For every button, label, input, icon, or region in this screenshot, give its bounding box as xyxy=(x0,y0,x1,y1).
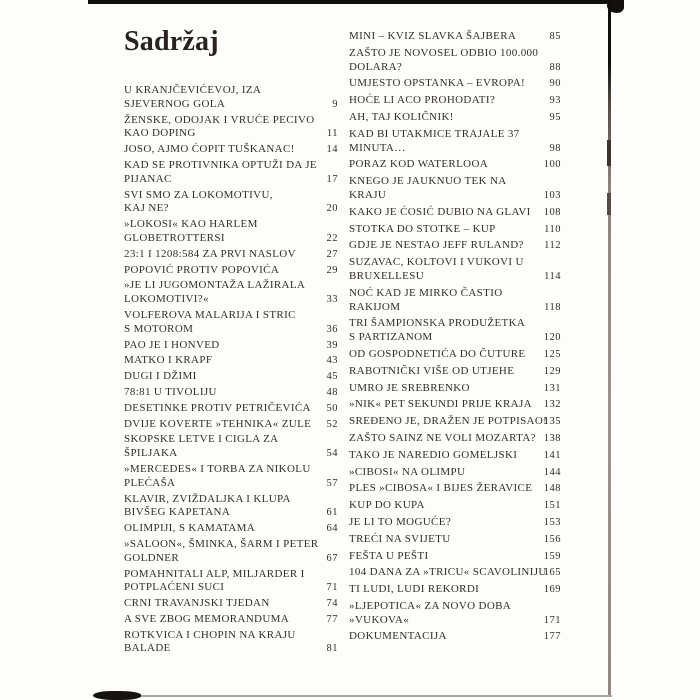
toc-entry-line: SREĐENO JE, DRAŽEN JE POTPISAO! xyxy=(349,415,548,428)
toc-entry-title xyxy=(124,568,321,596)
toc-entry-line: LOKOMOTIVI?« xyxy=(124,293,209,306)
toc-entry-title xyxy=(124,433,321,461)
toc-entry-line: BALADE xyxy=(124,642,171,655)
toc-entry-line: RABOTNIČKI VIŠE OD UTJEHE xyxy=(349,364,515,377)
toc-entry-title xyxy=(349,516,538,530)
toc-entry xyxy=(124,84,338,112)
toc-entry-page: 114 xyxy=(544,270,561,282)
toc-entry-page: 36 xyxy=(326,323,338,335)
toc-entry-line: HOĆE LI ACO PROHODATI? xyxy=(349,94,496,107)
toc-entry-page: 108 xyxy=(543,206,561,218)
toc-entry xyxy=(349,30,561,44)
toc-entry-line: DOKUMENTACIJA xyxy=(349,630,447,643)
toc-entry-title xyxy=(124,493,321,521)
toc-entry xyxy=(124,143,338,157)
toc-entry-page: 93 xyxy=(549,95,561,107)
scan-border-bottom xyxy=(96,695,612,697)
toc-entry xyxy=(349,398,561,412)
toc-entry xyxy=(349,128,561,156)
toc-entry-line: GLOBETROTTERSI xyxy=(124,231,225,244)
toc-entry-line: SJEVERNOG GOLA xyxy=(124,97,226,110)
toc-entry-line: BIVŠEG KAPETANA xyxy=(124,506,231,519)
toc-entry xyxy=(349,432,561,446)
toc-entry-page: 45 xyxy=(326,371,338,383)
toc-entry-line: KRAJU xyxy=(349,188,387,201)
toc-entry xyxy=(349,111,561,125)
toc-entry-page: 33 xyxy=(326,294,338,306)
toc-entry-line: UMRO JE SREBRENKO xyxy=(349,381,470,394)
toc-entry-title xyxy=(124,463,321,491)
toc-entry-line: DESETINKE PROTIV PETRIČEVIĆA xyxy=(124,401,311,414)
toc-entry-title xyxy=(124,159,321,187)
toc-entry-page: 71 xyxy=(326,582,338,594)
toc-entry-line: NOĆ KAD JE MIRKO ČASTIO xyxy=(349,286,503,299)
toc-entry-page: 48 xyxy=(326,386,338,398)
toc-entry-title xyxy=(124,354,321,368)
toc-entry-line: »JE LI JUGOMONTAŽA LAŽIRALA xyxy=(124,279,306,292)
toc-entry-title xyxy=(124,370,321,384)
toc-entry xyxy=(124,386,338,400)
toc-entry-title xyxy=(124,248,321,262)
toc-entry xyxy=(124,279,338,307)
toc-entry-title xyxy=(124,629,321,657)
toc-entry xyxy=(349,382,561,396)
toc-entry xyxy=(349,223,561,237)
toc-entry-title xyxy=(349,415,548,429)
toc-entry-title xyxy=(124,114,321,142)
toc-entry xyxy=(124,418,338,432)
toc-entry-title xyxy=(124,339,321,353)
toc-entry-page: 98 xyxy=(549,142,561,154)
toc-entry xyxy=(124,114,338,142)
toc-entry xyxy=(124,613,338,627)
toc-entry-title xyxy=(124,143,321,157)
toc-entry-line: ZAŠTO SAINZ NE VOLI MOZARTA? xyxy=(349,431,536,444)
toc-entry-title xyxy=(349,466,538,480)
toc-entry-line: KAKO JE ĆOSIĆ DUBIO NA GLAVI xyxy=(349,205,531,218)
scan-border-right xyxy=(608,0,611,696)
toc-entry-page: 177 xyxy=(543,631,561,643)
toc-entry-title xyxy=(349,256,538,284)
toc-entry-title xyxy=(124,84,326,112)
toc-entry xyxy=(349,348,561,362)
toc-entry-page: 169 xyxy=(543,584,561,596)
toc-entry-page: 67 xyxy=(326,552,338,564)
toc-entry-line: DUGI I DŽIMI xyxy=(124,370,197,383)
toc-entry xyxy=(349,449,561,463)
toc-entry-line: PORAZ KOD WATERLOOA xyxy=(349,158,489,171)
toc-entry xyxy=(349,550,561,564)
toc-entry-line: PIJANAC xyxy=(124,172,172,185)
toc-entry-line: A SVE ZBOG MEMORANDUMA xyxy=(124,612,290,625)
scan-smudge-right-lower xyxy=(607,193,611,215)
toc-entry xyxy=(349,317,561,345)
toc-entry-line: »LOKOSI« KAO HARLEM xyxy=(124,218,258,231)
toc-entry-page: 85 xyxy=(549,31,561,42)
toc-entry-page: 141 xyxy=(543,449,561,461)
toc-entry-line: PAO JE I HONVED xyxy=(124,338,220,351)
toc-entry-line: KNEGO JE JAUKNUO TEK NA xyxy=(349,175,507,188)
toc-entry-line: 23:1 I 1208:584 ZA PRVI NASLOV xyxy=(124,247,296,260)
toc-entry-line: FEŠTA U PEŠTI xyxy=(349,549,429,562)
toc-entry-title xyxy=(349,449,538,463)
toc-entry xyxy=(349,239,561,253)
toc-entry-title xyxy=(124,264,321,278)
toc-entry-title xyxy=(349,583,538,597)
toc-entry xyxy=(349,466,561,480)
toc-entry-title xyxy=(124,613,321,627)
toc-entry-title xyxy=(349,158,538,172)
toc-entry-page: 9 xyxy=(332,98,338,110)
toc-entry xyxy=(349,94,561,108)
toc-entry-line: POMAHNITALI ALP, MILJARDER I xyxy=(124,567,305,580)
toc-entry-line: U KRANJČEVIĆEVOJ, IZA xyxy=(124,84,262,96)
toc-entry-line: ŽENSKE, ODOJAK I VRUĆE PECIVO xyxy=(124,113,315,126)
toc-entry-line: UMJESTO OPSTANKA – EVROPA! xyxy=(349,77,526,90)
toc-entry-page: 144 xyxy=(543,466,561,478)
toc-entry-title xyxy=(349,317,538,345)
toc-entry-page: 14 xyxy=(326,144,338,156)
toc-entry-title xyxy=(349,30,544,44)
toc-entry-page: 17 xyxy=(326,173,338,185)
toc-entry-line: TRI ŠAMPIONSKA PRODUŽETKA xyxy=(349,317,526,330)
toc-entry-page: 74 xyxy=(326,598,338,610)
toc-entry xyxy=(124,264,338,278)
toc-entry xyxy=(349,287,561,315)
toc-entry xyxy=(349,630,561,644)
toc-entry-line: »LJEPOTICA« ZA NOVO DOBA xyxy=(349,599,512,612)
toc-entry-line: CRNI TRAVANJSKI TJEDAN xyxy=(124,597,270,610)
toc-entry-title xyxy=(124,538,321,566)
toc-entry xyxy=(124,354,338,368)
toc-entry-page: 103 xyxy=(543,189,561,201)
toc-entry xyxy=(124,463,338,491)
toc-entry-title xyxy=(349,206,538,220)
toc-entry-page: 129 xyxy=(543,365,561,377)
toc-entry-line: SUZAVAC, KOLTOVI I VUKOVI U xyxy=(349,256,524,269)
toc-entry-title xyxy=(124,218,321,246)
toc-entry-title xyxy=(349,287,538,315)
toc-entry-page: 171 xyxy=(543,614,561,626)
toc-entry-line: ROTKVICA I CHOPIN NA KRAJU xyxy=(124,628,296,641)
toc-entry-title xyxy=(124,386,321,400)
toc-entry xyxy=(349,499,561,513)
toc-entry-title xyxy=(349,482,538,496)
toc-entry-page: 27 xyxy=(326,248,338,260)
scan-border-top xyxy=(88,0,620,4)
toc-entry-line: »SALOON«, ŠMINKA, ŠARM I PETER xyxy=(124,537,319,550)
toc-entry-line: SKOPSKE LETVE I CIGLA ZA xyxy=(124,433,279,446)
toc-entry-title xyxy=(349,382,538,396)
toc-entry xyxy=(349,482,561,496)
toc-entry-line: KAD SE PROTIVNIKA OPTUŽI DA JE xyxy=(124,158,317,171)
toc-entry xyxy=(124,522,338,536)
toc-entry-line: TI LUDI, LUDI REKORDI xyxy=(349,583,480,596)
toc-entry-title xyxy=(124,522,321,536)
toc-entry-page: 151 xyxy=(543,500,561,512)
toc-entry xyxy=(349,583,561,597)
page-title: Sadržaj xyxy=(124,26,219,57)
toc-entry xyxy=(124,248,338,262)
toc-entry-line: MATKO I KRAPF xyxy=(124,354,213,367)
toc-entry-page: 22 xyxy=(326,232,338,244)
toc-entry-page: 61 xyxy=(326,507,338,519)
toc-entry xyxy=(349,256,561,284)
toc-entry xyxy=(349,175,561,203)
toc-entry-line: ŠPILJAKA xyxy=(124,447,178,460)
toc-entry-page: 90 xyxy=(549,78,561,90)
toc-entry-line: BRUXELLESU xyxy=(349,269,424,282)
toc-entry-title xyxy=(349,566,547,580)
toc-entry-title xyxy=(349,432,538,446)
toc-entry-line: AH, TAJ KOLIČNIK! xyxy=(349,110,454,123)
toc-entry xyxy=(124,402,338,416)
toc-entry-title xyxy=(124,189,321,217)
toc-entry xyxy=(349,158,561,172)
toc-entry-title xyxy=(349,94,544,108)
toc-entry-line: JE LI TO MOGUĆE? xyxy=(349,515,452,528)
toc-entry xyxy=(124,538,338,566)
toc-entry-line: MINI – KVIZ SLAVKA ŠAJBERA xyxy=(349,30,517,42)
toc-entry xyxy=(349,533,561,547)
toc-entry-line: GDJE JE NESTAO JEFF RULAND? xyxy=(349,239,524,252)
toc-entry-page: 88 xyxy=(549,61,561,73)
toc-entry-page: 54 xyxy=(326,448,338,460)
toc-entry-page: 52 xyxy=(326,418,338,430)
toc-entry-page: 132 xyxy=(543,399,561,411)
toc-entry-page: 165 xyxy=(543,567,561,579)
toc-entry-title xyxy=(349,111,544,125)
toc-entry xyxy=(349,365,561,379)
toc-entry-title xyxy=(349,348,538,362)
toc-entry-page: 43 xyxy=(326,355,338,367)
toc-entry-line: 104 DANA ZA »TRICU« SCAVOLINIJU xyxy=(349,566,547,579)
toc-entry-page: 20 xyxy=(326,203,338,215)
toc-entry-page: 118 xyxy=(544,301,561,313)
toc-entry-title xyxy=(349,600,538,628)
toc-entry xyxy=(349,600,561,628)
toc-entry-title xyxy=(349,223,538,237)
toc-entry-line: KUP DO KUPA xyxy=(349,499,425,512)
toc-entry-line: GOLDNER xyxy=(124,551,180,564)
toc-entry-line: DOLARA? xyxy=(349,60,403,73)
toc-entry-page: 57 xyxy=(326,477,338,489)
toc-entry xyxy=(124,189,338,217)
toc-entry xyxy=(349,566,561,580)
toc-entry-line: MINUTA… xyxy=(349,141,406,154)
toc-column-right xyxy=(349,30,561,647)
toc-entry-page: 81 xyxy=(326,643,338,655)
toc-entry-line: JOSO, AJMO ĆOPIT TUŠKANAC! xyxy=(124,143,295,156)
toc-entry-page: 39 xyxy=(326,339,338,351)
toc-entry-page: 135 xyxy=(543,416,561,428)
toc-entry xyxy=(349,206,561,220)
toc-entry-line: KAO DOPING xyxy=(124,127,196,140)
toc-entry-line: S PARTIZANOM xyxy=(349,331,433,344)
scan-smudge-right-upper xyxy=(607,140,611,166)
toc-entry-page: 120 xyxy=(543,332,561,344)
toc-entry-title xyxy=(349,239,538,253)
toc-entry-page: 125 xyxy=(543,348,561,360)
toc-entry-line: POPOVIĆ PROTIV POPOVIĆA xyxy=(124,263,280,276)
toc-entry-title xyxy=(349,365,538,379)
toc-entry xyxy=(124,339,338,353)
toc-entry-line: RAKIJOM xyxy=(349,300,401,313)
toc-entry-title xyxy=(124,309,321,337)
toc-entry-line: OD GOSPODNETIĆA DO ČUTURE xyxy=(349,347,526,360)
toc-entry-page: 110 xyxy=(544,223,561,235)
toc-entry-title xyxy=(349,175,538,203)
toc-entry-title xyxy=(349,630,538,644)
toc-entry-line: 78:81 U TIVOLIJU xyxy=(124,385,217,398)
toc-entry-page: 64 xyxy=(326,523,338,535)
toc-entry xyxy=(124,568,338,596)
toc-entry-title xyxy=(349,128,544,156)
toc-entry-page: 11 xyxy=(326,128,338,140)
toc-entry-line: DVIJE KOVERTE »TEHNIKA« ZULE xyxy=(124,417,312,430)
toc-entry-title xyxy=(349,499,538,513)
toc-entry-page: 100 xyxy=(543,159,561,171)
toc-entry-line: VOLFEROVA MALARIJA I STRIC xyxy=(124,308,296,321)
toc-entry-line: »MERCEDES« I TORBA ZA NIKOLU xyxy=(124,462,311,475)
toc-entry-title xyxy=(124,418,321,432)
toc-entry-title xyxy=(349,533,538,547)
toc-entry xyxy=(124,629,338,657)
toc-entry-line: TREĆI NA SVIJETU xyxy=(349,532,451,545)
toc-entry-line: STOTKA DO STOTKE – KUP xyxy=(349,222,496,235)
toc-entry-line: PLEĆAŠA xyxy=(124,476,176,489)
toc-entry-page: 77 xyxy=(326,613,338,625)
toc-entry-line: KLAVIR, ZVIŽDALJKA I KLUPA xyxy=(124,492,291,505)
toc-entry-page: 50 xyxy=(326,402,338,414)
toc-entry xyxy=(124,370,338,384)
toc-entry-page: 29 xyxy=(326,264,338,276)
toc-entry-line: S MOTOROM xyxy=(124,322,194,335)
toc-entry-line: PLES »CIBOSA« I BIJES ŽERAVICE xyxy=(349,482,533,495)
toc-column-left xyxy=(124,84,338,658)
toc-entry-page: 131 xyxy=(543,382,561,394)
toc-entry xyxy=(124,493,338,521)
toc-entry-page: 153 xyxy=(543,516,561,528)
toc-entry-page: 112 xyxy=(544,240,561,252)
toc-entry xyxy=(349,47,561,75)
toc-entry-page: 95 xyxy=(549,111,561,123)
toc-entry-title xyxy=(349,77,544,91)
toc-entry-title xyxy=(124,402,321,416)
toc-entry xyxy=(124,597,338,611)
toc-entry-line: KAD BI UTAKMICE TRAJALE 37 xyxy=(349,127,520,140)
toc-entry xyxy=(124,433,338,461)
toc-entry-line: OLIMPIJI, S KAMATAMA xyxy=(124,522,256,535)
toc-entry-page: 156 xyxy=(543,533,561,545)
toc-entry-page: 159 xyxy=(543,550,561,562)
toc-entry xyxy=(349,516,561,530)
toc-entry-title xyxy=(124,279,321,307)
toc-entry-line: TAKO JE NAREDIO GOMELJSKI xyxy=(349,448,518,461)
toc-entry-title xyxy=(349,47,544,75)
toc-entry xyxy=(124,159,338,187)
toc-entry-line: »VUKOVA« xyxy=(349,613,410,626)
toc-entry-line: »NIK« PET SEKUNDI PRIJE KRAJA xyxy=(349,398,532,411)
scan-smudge-bottom-left xyxy=(93,691,141,700)
toc-entry-page: 138 xyxy=(543,432,561,444)
toc-entry xyxy=(349,77,561,91)
toc-entry xyxy=(124,309,338,337)
toc-entry-line: ZAŠTO JE NOVOSEL ODBIO 100.000 xyxy=(349,46,539,59)
toc-entry-line: »CIBOSI« NA OLIMPU xyxy=(349,465,466,478)
toc-entry xyxy=(124,218,338,246)
toc-entry xyxy=(349,415,561,429)
toc-entry-page: 148 xyxy=(543,483,561,495)
toc-entry-title xyxy=(349,398,538,412)
toc-entry-line: SVI SMO ZA LOKOMOTIVU, xyxy=(124,188,273,201)
toc-entry-line: POTPLAĆENI SUCI xyxy=(124,581,225,594)
toc-entry-title xyxy=(124,597,321,611)
toc-entry-line: KAJ NE? xyxy=(124,202,169,215)
toc-entry-title xyxy=(349,550,538,564)
